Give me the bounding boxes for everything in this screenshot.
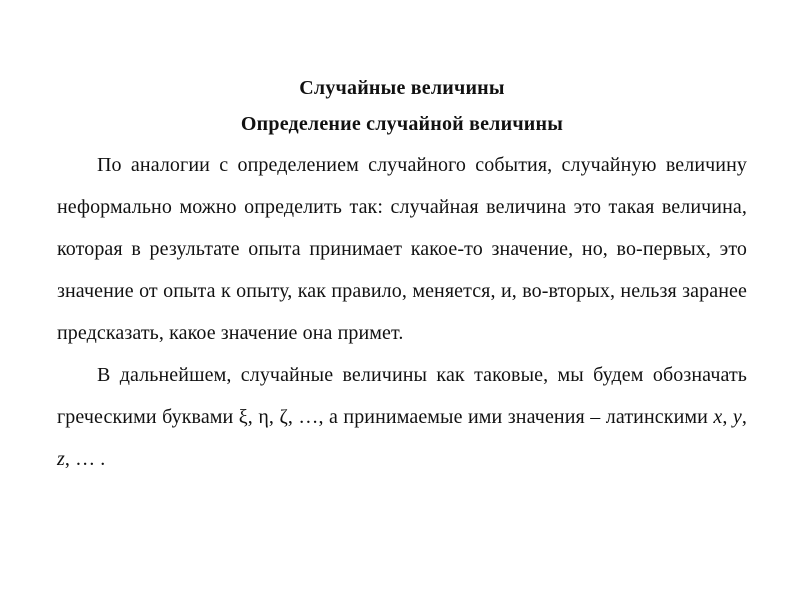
paragraph-notation-end: , … . (64, 448, 106, 470)
variable-z: z (57, 448, 65, 470)
page-title: Случайные величины (299, 77, 505, 99)
paragraph-definition: По аналогии с определением случайного события, случайную величину неформально можно определить так: случайная величина это такая величина, которая в результате опыта принимает какое-то значение, но, во-первых, это значение от опыта к опыту, как правило, меняется, и, во-вторых, нельзя заранее предсказать, какое значение она примет. (57, 154, 747, 344)
variable-x: x (713, 406, 723, 428)
separator-1: , (722, 406, 733, 428)
section-title: Определение случайной величины (240, 113, 564, 135)
separator-2: , (741, 406, 747, 428)
paragraph-notation-text: В дальнейшем, случайные величины как таковые, мы будем обозначать греческими буквами ξ, η, ζ, …, а принимаемые ими значения – латинскими (57, 364, 747, 428)
document-page (57, 70, 747, 480)
paragraph-notation (57, 354, 747, 480)
variable-y: y (732, 406, 742, 428)
